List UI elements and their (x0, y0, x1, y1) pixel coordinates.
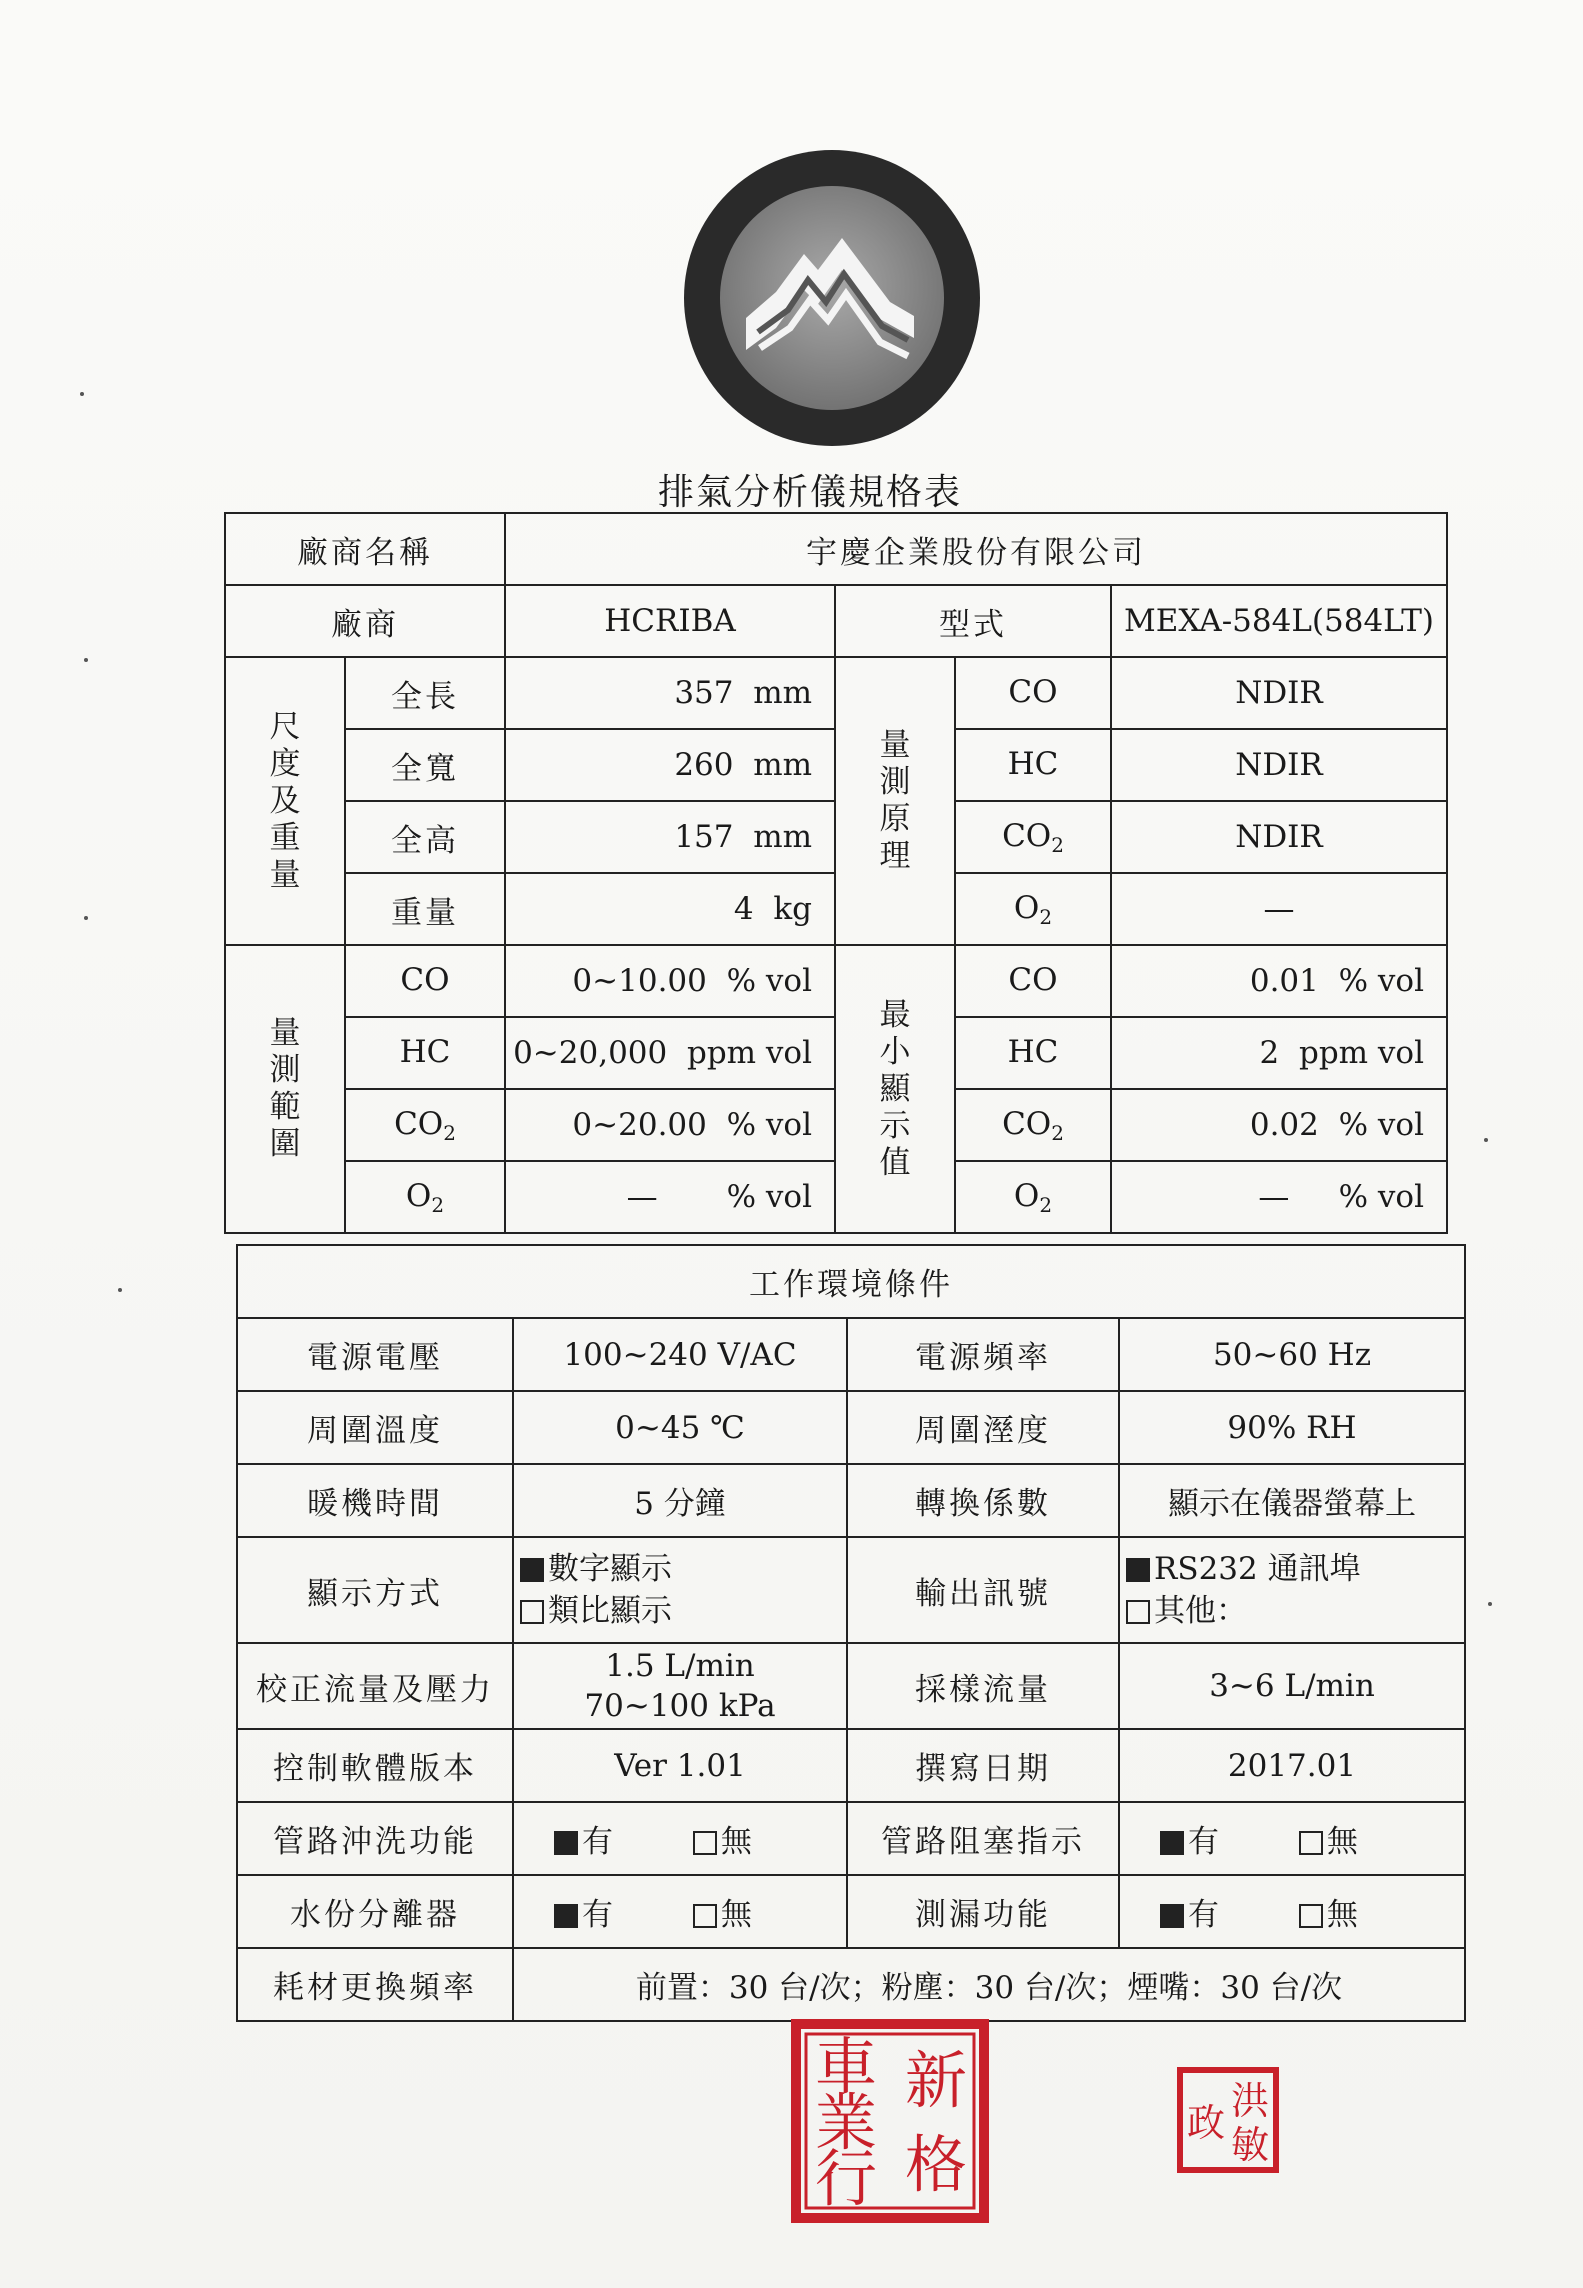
output-label: 輸出訊號 (847, 1537, 1119, 1643)
range-value: — % vol (505, 1161, 835, 1233)
separator-no-option: 無 (693, 1889, 752, 1934)
spec-table-environment (236, 1244, 1466, 2022)
principle-value: NDIR (1111, 657, 1447, 729)
software-value: Ver 1.01 (513, 1729, 847, 1802)
output-other-option: 其他： (1120, 1590, 1464, 1632)
warmup-label: 暖機時間 (237, 1464, 513, 1537)
stamp-char: 政 (1186, 2101, 1226, 2145)
software-label: 控制軟體版本 (237, 1729, 513, 1802)
range-value: 0~10.00 % vol (505, 945, 835, 1017)
unchecked-box-icon (520, 1600, 544, 1624)
min-display-value: 0.01 % vol (1111, 945, 1447, 1017)
checked-box-icon (520, 1558, 544, 1582)
dimensions-group-label (225, 657, 345, 945)
range-gas: $O_2$ (345, 1161, 505, 1233)
unchecked-box-icon (693, 1904, 717, 1928)
principle-group-label (835, 657, 955, 945)
principle-value: NDIR (1111, 801, 1447, 873)
stamp-char: 行 (814, 2142, 878, 2215)
unchecked-box-icon (1299, 1831, 1323, 1855)
dimension-label: 全寬 (345, 729, 505, 801)
model-name: MEXA-584L(584LT) (1111, 585, 1447, 657)
dimension-label: 全長 (345, 657, 505, 729)
env-header: 工作環境條件 (237, 1245, 1465, 1318)
display-mode-label: 顯示方式 (237, 1537, 513, 1643)
checked-box-icon (554, 1904, 578, 1928)
clog-options (1119, 1802, 1465, 1875)
flush-yes-option: 有 (554, 1816, 613, 1861)
scan-speck (80, 392, 84, 396)
range-gas: HC (345, 1017, 505, 1089)
consumable-label: 耗材更換頻率 (237, 1948, 513, 2021)
scan-speck (1484, 1138, 1488, 1142)
company-seal-stamp (790, 2018, 990, 2224)
scan-speck (1488, 1602, 1492, 1606)
scan-speck (84, 658, 88, 662)
output-rs232-option: RS232 通訊埠 (1120, 1548, 1464, 1590)
humidity-label: 周圍溼度 (847, 1391, 1119, 1464)
min-display-gas: $CO_2$ (955, 1089, 1111, 1161)
checked-box-icon (554, 1831, 578, 1855)
vertical-group-text: 量 測 範 圍 (269, 1015, 301, 1162)
conversion-value: 顯示在儀器螢幕上 (1119, 1464, 1465, 1537)
power-voltage-value: 100~240 V/AC (513, 1318, 847, 1391)
range-value: 0~20.00 % vol (505, 1089, 835, 1161)
dimension-value: 157 mm (505, 801, 835, 873)
range-value: 0~20,000 ppm vol (505, 1017, 835, 1089)
min-display-value: — % vol (1111, 1161, 1447, 1233)
vertical-group-text: 量 測 原 理 (879, 727, 911, 874)
consumable-value: 前置：30 台/次；粉塵：30 台/次；煙嘴：30 台/次 (513, 1948, 1465, 2021)
model-label: 型式 (835, 585, 1111, 657)
personal-seal-stamp (1176, 2066, 1280, 2174)
range-group-label (225, 945, 345, 1233)
separator-options (513, 1875, 847, 1948)
power-freq-label: 電源頻率 (847, 1318, 1119, 1391)
min-display-value: 0.02 % vol (1111, 1089, 1447, 1161)
spec-table-upper (224, 512, 1448, 1234)
power-voltage-label: 電源電壓 (237, 1318, 513, 1391)
range-gas: $CO_2$ (345, 1089, 505, 1161)
min-display-group-label (835, 945, 955, 1233)
calibration-value (513, 1643, 847, 1729)
leak-label: 測漏功能 (847, 1875, 1119, 1948)
separator-label: 水份分離器 (237, 1875, 513, 1948)
warmup-value: 5 分鐘 (513, 1464, 847, 1537)
scan-speck (118, 1288, 122, 1292)
dimension-value: 260 mm (505, 729, 835, 801)
sampling-label: 採樣流量 (847, 1643, 1119, 1729)
sampling-value: 3~6 L/min (1119, 1643, 1465, 1729)
leak-options (1119, 1875, 1465, 1948)
calibration-flow: 1.5 L/min (605, 1648, 755, 1684)
stamp-char: 業 (814, 2086, 878, 2159)
dimension-label: 重量 (345, 873, 505, 945)
principle-gas: HC (955, 729, 1111, 801)
display-digital-option: 數字顯示 (514, 1548, 846, 1590)
vertical-group-text: 最 小 顯 示 值 (879, 996, 911, 1181)
stamp-char: 車 (814, 2030, 878, 2103)
calibration-pressure: 70~100 kPa (584, 1688, 776, 1724)
principle-gas: $O_2$ (955, 873, 1111, 945)
document-title: 排氣分析儀規格表 (657, 472, 962, 513)
output-options (1119, 1537, 1465, 1643)
vendor-name: 宇慶企業股份有限公司 (505, 513, 1447, 585)
leak-no-option: 無 (1299, 1889, 1358, 1934)
checked-box-icon (1160, 1831, 1184, 1855)
stamp-char: 敏 (1230, 2123, 1270, 2167)
unchecked-box-icon (1126, 1600, 1150, 1624)
range-gas: CO (345, 945, 505, 1017)
written-date-label: 撰寫日期 (847, 1729, 1119, 1802)
flush-options (513, 1802, 847, 1875)
leak-yes-option: 有 (1160, 1889, 1219, 1934)
clog-no-option: 無 (1299, 1816, 1358, 1861)
min-display-gas: HC (955, 1017, 1111, 1089)
principle-value: NDIR (1111, 729, 1447, 801)
checked-box-icon (1126, 1558, 1150, 1582)
flush-no-option: 無 (693, 1816, 752, 1861)
calibration-label: 校正流量及壓力 (237, 1643, 513, 1729)
temp-value: 0~45 ℃ (513, 1391, 847, 1464)
dimension-value: 357 mm (505, 657, 835, 729)
min-display-value: 2 ppm vol (1111, 1017, 1447, 1089)
min-display-gas: $O_2$ (955, 1161, 1111, 1233)
unchecked-box-icon (693, 1831, 717, 1855)
display-analog-option: 類比顯示 (514, 1590, 846, 1632)
vertical-group-text: 尺 度 及 重 量 (269, 708, 301, 893)
vendor-label: 廠商名稱 (225, 513, 505, 585)
flush-label: 管路沖洗功能 (237, 1802, 513, 1875)
unchecked-box-icon (1299, 1904, 1323, 1928)
principle-gas: $CO_2$ (955, 801, 1111, 873)
humidity-value: 90% RH (1119, 1391, 1465, 1464)
stamp-char: 洪 (1230, 2079, 1270, 2123)
maker-label: 廠商 (225, 585, 505, 657)
clog-label: 管路阻塞指示 (847, 1802, 1119, 1875)
separator-yes-option: 有 (554, 1889, 613, 1934)
mountain-logo-icon (676, 142, 988, 454)
stamp-char: 新 (904, 2044, 968, 2117)
scan-speck (84, 916, 88, 920)
dimension-label: 全高 (345, 801, 505, 873)
checked-box-icon (1160, 1904, 1184, 1928)
power-freq-value: 50~60 Hz (1119, 1318, 1465, 1391)
clog-yes-option: 有 (1160, 1816, 1219, 1861)
written-date-value: 2017.01 (1119, 1729, 1465, 1802)
dimension-value: 4 kg (505, 873, 835, 945)
principle-value: — (1111, 873, 1447, 945)
maker-name: HCRIBA (505, 585, 835, 657)
min-display-gas: CO (955, 945, 1111, 1017)
temp-label: 周圍溫度 (237, 1391, 513, 1464)
principle-gas: CO (955, 657, 1111, 729)
stamp-char: 格 (904, 2128, 968, 2201)
conversion-label: 轉換係數 (847, 1464, 1119, 1537)
display-mode-options (513, 1537, 847, 1643)
